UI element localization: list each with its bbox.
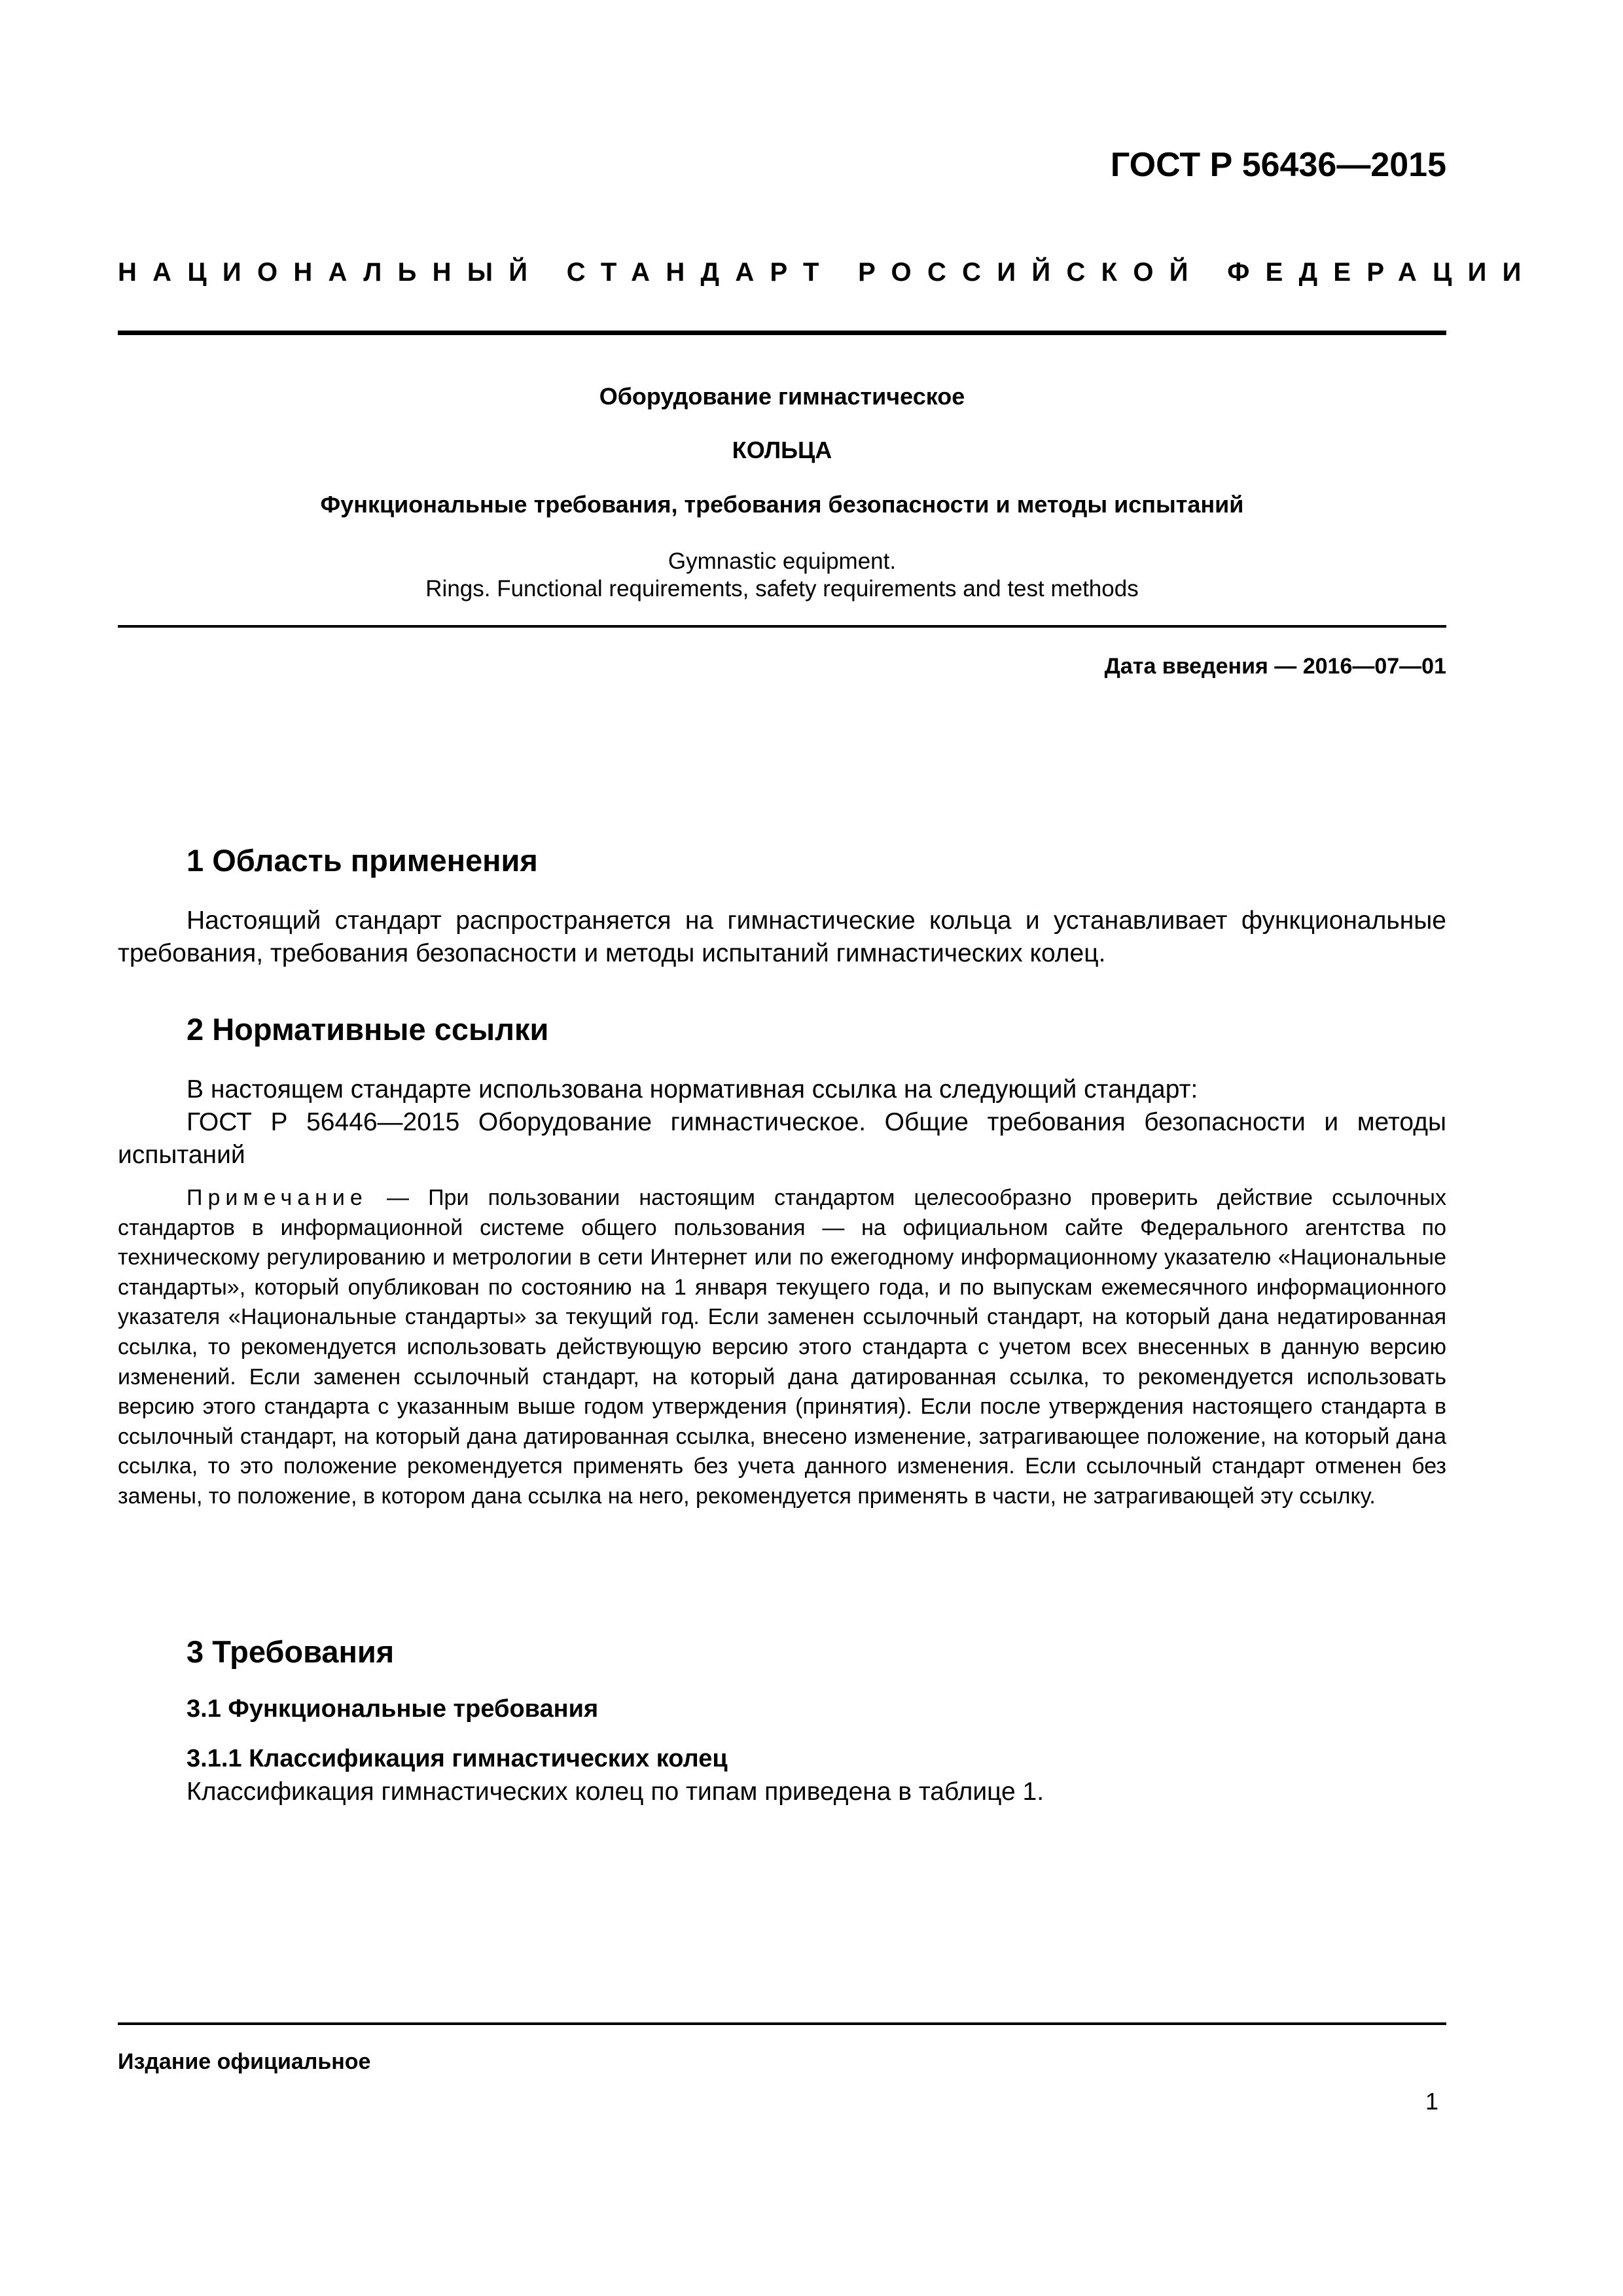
title-line-3: Функциональные требования, требования безопасности и методы испытаний: [320, 491, 1244, 518]
section-3-body: Классификация гимнастических колец по типам приведена в таблице 1.: [187, 1778, 1044, 1806]
section-3-heading: 3 Требования: [187, 1634, 395, 1669]
edition-label: Издание официальное: [118, 2049, 371, 2074]
footer-divider: [118, 2022, 1446, 2025]
note-text: — При пользовании настоящим стандартом целесообразно проверить действие ссылочных стандартов в информационной системе общего пользования — на официальном сайте Федерального агентства по техническому регулированию и метрологии в сети Интернет или по ежегодному информационному указателю «Национальные стандарты», который опубликован по состоянию на 1 января текущего года, и по выпускам ежемесячного информационного указателя «Национальные стандарты» за текущий год. Если заменен ссылочный стандарт, на который дана недатированная ссылка, то рекомендуется использовать действующую версию этого стандарта с учетом всех внесенных в данную версию изменений. Если заменен ссылочный стандарт, на который дана датированная ссылка, то рекомендуется использовать версию этого стандарта с указанным выше годом утверждения (принятия). Если после утверждения настоящего стандарта в ссылочный стандарт, на который дана датированная ссылка, внесено изменение, затрагивающее положение, на который дана ссылка, то это положение рекомендуется применять без учета данного изменения. Если ссылочный стандарт отменен без замены, то положение, в котором дана ссылка на него, рекомендуется применять в части, не затрагивающей эту ссылку.: [118, 1185, 1446, 1509]
page-number: 1: [1425, 2088, 1438, 2115]
section-2-heading: 2 Нормативные ссылки: [187, 1012, 549, 1047]
document-code: ГОСТ Р 56436—2015: [1110, 146, 1446, 184]
english-title-line-1: Gymnastic equipment.: [668, 548, 897, 574]
title-line-2: КОЛЬЦА: [732, 437, 832, 463]
title-divider: [118, 625, 1446, 628]
section-2-body-1: В настоящем стандарте использована нормативная ссылка на следующий стандарт:: [187, 1075, 1198, 1103]
note-paragraph: [118, 1183, 1446, 1512]
section-2-body-2: ГОСТ Р 56446—2015 Оборудование гимнастическое. Общие требования безопасности и методы испытаний: [118, 1108, 1446, 1169]
national-standard-banner: НАЦИОНАЛЬНЫЙ СТАНДАРТ РОССИЙСКОЙ ФЕДЕРАЦИИ: [118, 258, 1537, 287]
section-1-heading: 1 Область применения: [187, 843, 538, 878]
title-line-1: Оборудование гимнастическое: [599, 383, 965, 410]
subsection-3-1-1-heading: 3.1.1 Классификация гимнастических колец: [187, 1745, 728, 1772]
intro-date: Дата введения — 2016—07—01: [1104, 654, 1446, 679]
header-divider: [118, 331, 1446, 335]
note-label: Примечание: [187, 1185, 368, 1210]
section-1-body: Настоящий стандарт распространяется на гимнастические кольца и устанавливает функциональные требования, требования безопасности и методы испытаний гимнастических колец.: [118, 906, 1446, 967]
subsection-3-1-heading: 3.1 Функциональные требования: [187, 1695, 599, 1723]
english-title-line-2: Rings. Functional requirements, safety requirements and test methods: [425, 576, 1139, 601]
